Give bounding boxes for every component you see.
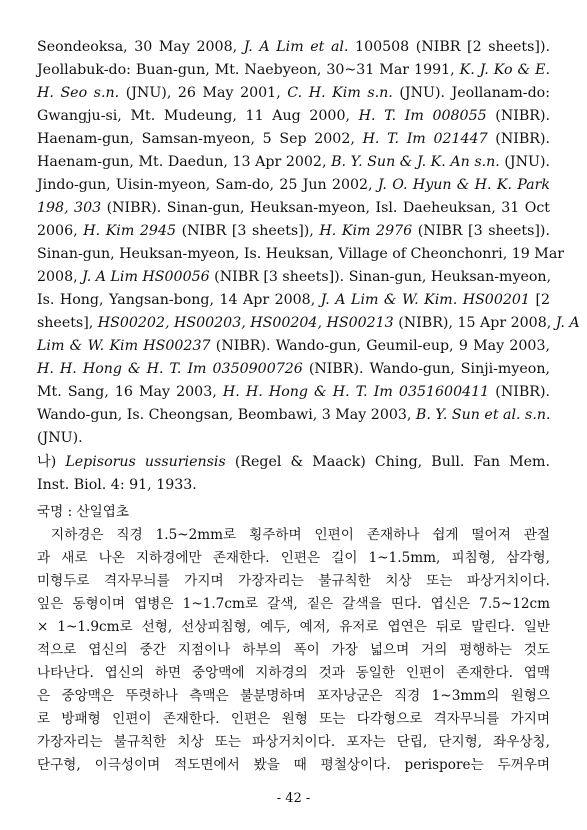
plain-text: Jeollabuk-do: Buan-gun, Mt. Naebyeon, 30~31 Mar 1991, [37,62,460,78]
korean-name: 국명 : 산일엽초 [37,504,130,520]
text-line [37,266,550,289]
italic-name: K. J. Ko & E. [459,62,550,78]
italic-name: Lim & W. Kim HS00237 [37,338,211,354]
plain-text: (NIBR). Sinan-gun, Heuksan-myeon, Isl. Daeheuksan, 31 Oct [101,200,550,216]
plain-text: (Regel & Maack) Ching, Bull. Fan Mem. [225,454,550,470]
text-line [37,404,550,427]
text-line [37,312,580,335]
italic-name: J. A Lim et al. [243,39,349,55]
description-line: 로 방패형 인편이 존재한다. 인편은 원형 또는 다각형으로 격자무늬를 가지며 [37,711,550,727]
italic-name: J. A Lim HS00056 [82,269,210,285]
citation-line [37,474,550,497]
plain-text: Inst. Biol. 4: 91, 1933. [37,477,197,493]
plain-text: Haenam-gun, Samsan-myeon, 5 Sep 2002, [37,131,363,147]
italic-name: H. Seo s.n. [37,85,120,101]
text-line [37,289,550,312]
plain-text: (NIBR [3 sheets]). Sinan-gun, Heuksan-myeon, [209,269,552,285]
italic-name: H. T. Im 008055 [358,108,487,124]
text-line [37,105,550,128]
plain-text: sheets], [37,315,98,331]
text-line [37,128,550,151]
italic-name: HS00202, HS00203, HS00204, HS00213 [97,315,394,331]
text-line [37,427,550,450]
plain-text: 2008, [37,269,83,285]
plain-text: Seondeoksa, 30 May 2008, [37,39,244,55]
description-line: 가장자리는 불규칙한 치상 또는 파상거치이다. 포자는 단립, 단지형, 좌우상칭, [37,734,550,750]
italic-name: J. A Lim & W. Kim. HS00201 [320,292,530,308]
text-line [37,197,550,220]
plain-text: Mt. Sang, 16 May 2003, [37,384,223,400]
plain-text: (NIBR [3 sheets]). [412,223,550,239]
plain-text: (NIBR), 15 Apr 2008, [393,315,556,331]
plain-text: (NIBR [3 sheets]), [176,223,320,239]
plain-text: 100508 (NIBR [2 sheets]). [348,39,550,55]
plain-text: (NIBR). Wando-gun, Geumil-eup, 9 May 2003, [210,338,551,354]
italic-name: Lepisorus ussuriensis [65,454,226,470]
italic-name: B. Y. Sun & J. K. An s.n. [331,154,500,170]
plain-text: (NIBR). [489,384,550,400]
description-line: 잎은 동형이며 엽병은 1~1.7cm로 갈색, 짙은 갈색을 띤다. 엽신은 7.5~12cm [37,596,550,612]
plain-text: (NIBR). [487,131,551,147]
plain-text: (JNU), 26 May 2001, [119,85,288,101]
plain-text: Haenam-gun, Mt. Daedun, 13 Apr 2002, [37,154,332,170]
italic-name: H. T. Im 021447 [362,131,488,147]
plain-text: (JNU). [37,430,83,446]
plain-text: Sinan-gun, Heuksan-myeon, Is. Heuksan, Village of Cheonchonri, 19 Mar [37,246,565,262]
description-line: 은 중앙맥은 뚜렷하나 측맥은 불분명하며 포자낭군은 직경 1~3mm의 원형으 [37,688,550,704]
italic-name: 198, 303 [37,200,102,216]
page-number: - 42 - [276,791,311,806]
species-description [37,501,550,777]
text-line [37,174,550,197]
description-line: 적으로 엽신의 중간 지점이나 하부의 폭이 가장 넓으며 거의 평행하는 것도 [37,642,550,658]
italic-name: H. Kim 2945 [83,223,176,239]
species-name-line [37,451,550,474]
italic-name: H. Kim 2976 [319,223,413,239]
italic-name: J. O. Hyun & H. K. Park [377,177,550,193]
text-line [37,381,550,404]
description-line: 지하경은 직경 1.5~2mm로 횡주하며 인편이 존재하나 쉽게 떨어져 관절 [51,527,550,543]
italic-name: B. Y. Sun et al. s.n. [415,407,551,423]
italic-name: H. H. Hong & H. T. Im 0351600411 [222,384,490,400]
description-line: 나타난다. 엽신의 하면 중앙맥에 지하경의 것과 동일한 인편이 존재한다. 엽맥 [37,665,550,681]
text-line [37,82,550,105]
description-line: 단구형, 이극성이며 적도면에서 봤을 때 평철상이다. perispore는 두꺼우며 [37,757,550,773]
plain-text: Wando-gun, Is. Cheongsan, Beombawi, 3 May 2003, [37,407,416,423]
plain-text: 나) [37,454,66,470]
description-line: 과 새로 나온 지하경에만 존재한다. 인편은 길이 1~1.5mm, 피침형, 삼각형, [37,550,550,566]
plain-text: (NIBR). [486,108,550,124]
plain-text: [2 [529,292,551,308]
italic-name: J. A [555,315,580,331]
plain-text: Jindo-gun, Uisin-myeon, Sam-do, 25 Jun 2002, [37,177,378,193]
plain-text: (JNU). Jeollanam-do: [392,85,550,101]
italic-name: H. H. Hong & H. T. Im 0350900726 [37,361,303,377]
specimen-citations [37,36,580,450]
italic-name: C. H. Kim s.n. [287,85,393,101]
text-line [37,59,550,82]
text-line [37,243,565,266]
plain-text: Is. Hong, Yangsan-bong, 14 Apr 2008, [37,292,321,308]
text-line [37,220,550,243]
plain-text: Gwangju-si, Mt. Mudeung, 11 Aug 2000, [37,108,359,124]
text-line [37,36,550,59]
text-line [37,335,550,358]
description-line: × 1~1.9cm로 선형, 선상피침형, 예두, 예저, 유저로 엽연은 뒤로 말린다. 일반 [37,619,550,635]
plain-text: 2006, [37,223,84,239]
plain-text: (JNU). [499,154,551,170]
text-line [37,151,550,174]
description-line: 미형두로 격자무늬를 가지며 가장자리는 불규칙한 치상 또는 파상거치이다. [37,573,550,589]
text-line [37,358,550,381]
species-heading [37,451,550,497]
plain-text: (NIBR). Wando-gun, Sinji-myeon, [302,361,550,377]
